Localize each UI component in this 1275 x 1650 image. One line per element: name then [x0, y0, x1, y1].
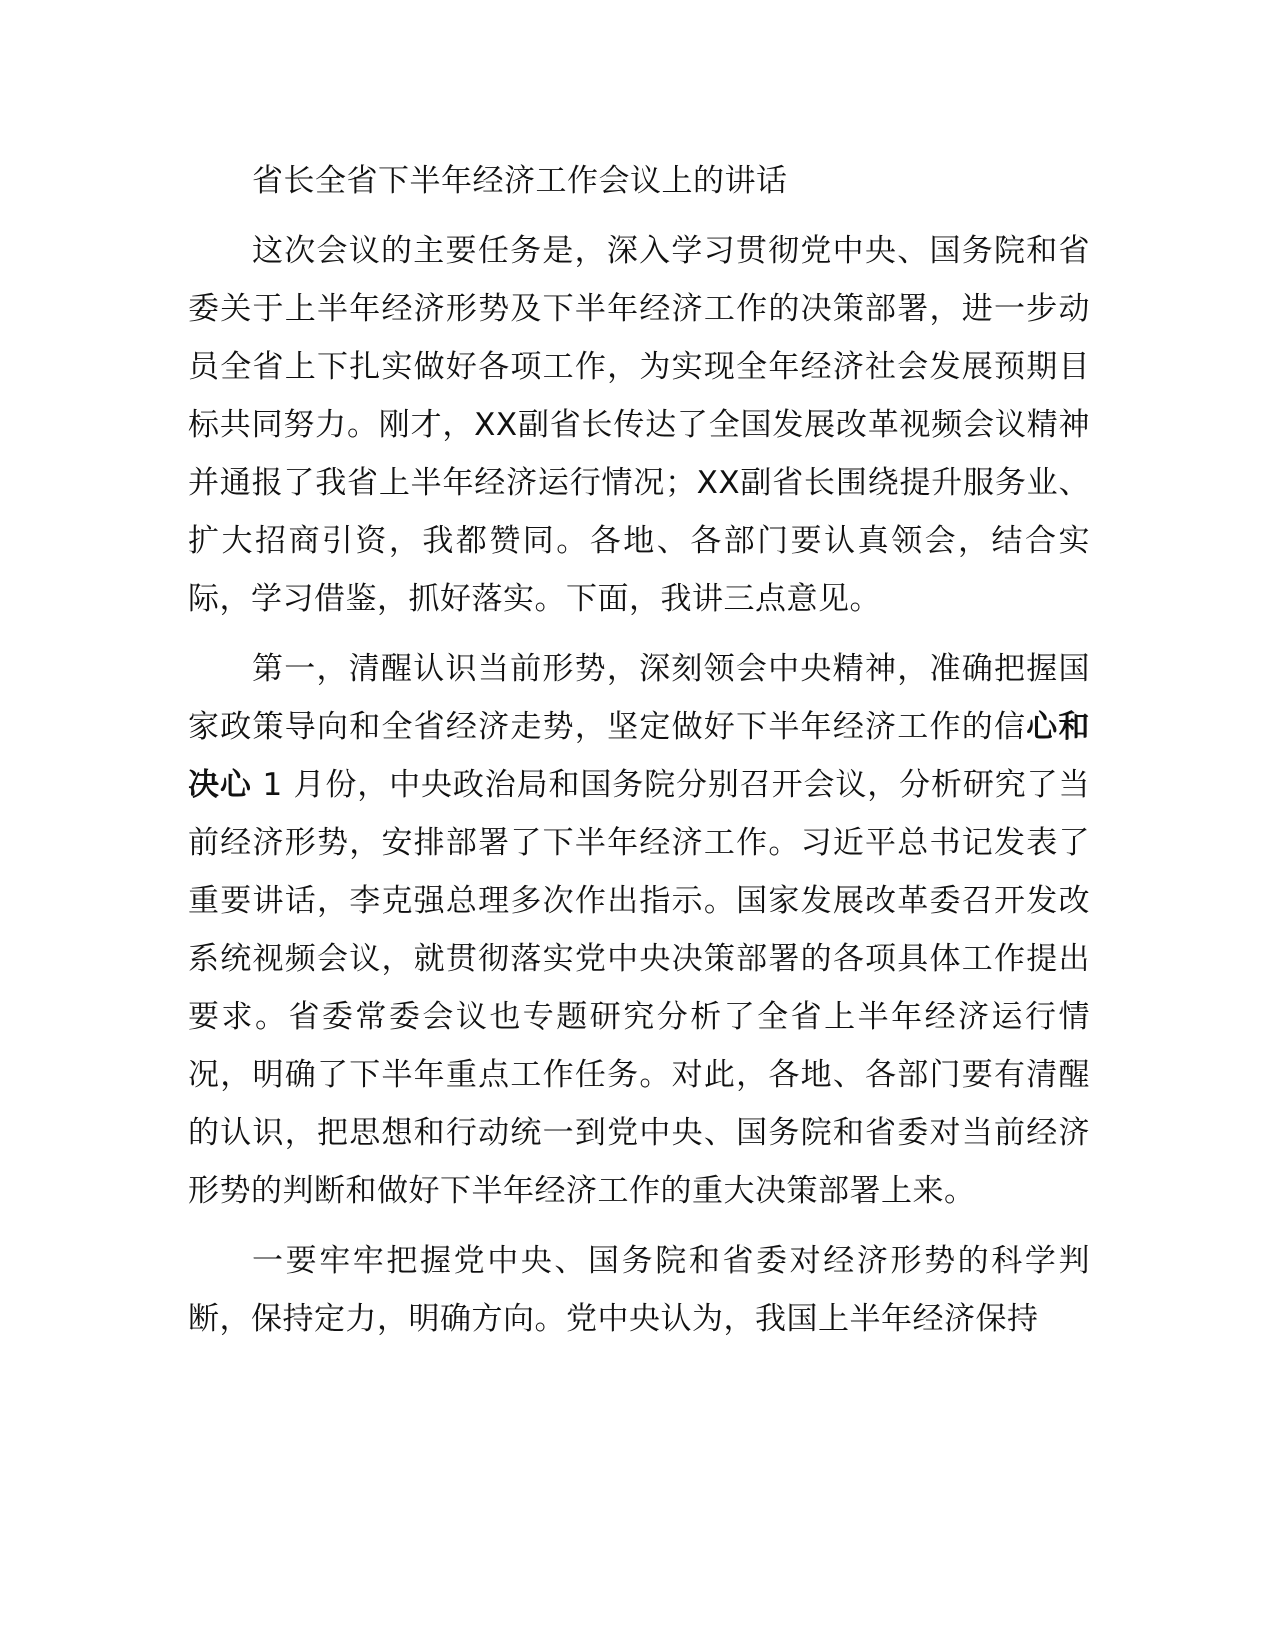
first-point-body: 1 月份，中央政治局和国务院分别召开会议，分析研究了当前经济形势，安排部署了下半年经济工作。习近平总书记发表了重要讲话，李克强总理多次作出指示。国家发展改革委召开发改系统视频会议，就贯彻落实党中央决策部署的各项具体工作提出要求。省委常委会议也专题研究分析了全省上半年经济运行情况，明确了下半年重点工作任务。对此，各地、各部门要有清醒的认识，把思想和行动统一到党中央、国务院和省委对当前经济形势的判断和做好下半年经济工作的重大决策部署上来。	[188, 767, 1091, 1209]
paragraph-sub-point: 一要牢牢把握党中央、国务院和省委对经济形势的科学判断，保持定力，明确方向。党中央认为，我国上半年经济保持	[188, 1243, 1090, 1337]
paragraph-intro: 这次会议的主要任务是，深入学习贯彻党中央、国务院和省委关于上半年经济形势及下半年经济工作的决策部署，进一步动员全省上下扎实做好各项工作，为实现全年经济社会发展预期目标共同努力。刚才，XX副省长传达了全国发展改革视频会议精神并通报了我省上半年经济运行情况；XX副省长围绕提升服务业、扩大招商引资，我都赞同。各地、各部门要认真领会，结合实际，学习借鉴，抓好落实。下面，我讲三点意见。	[188, 233, 1090, 617]
document-body	[188, 152, 1090, 1360]
first-point-heading: 第一，清醒认识当前形势，深刻领会中央精神，准确把握国家政策导向和全省经济走势，坚定做好下半年经济工作的信	[188, 651, 1090, 745]
document-title: 省长全省下半年经济工作会议上的讲话	[252, 163, 788, 199]
first-point-heading-bold: 心和决心	[188, 709, 1091, 803]
paragraph-first-point	[188, 640, 1090, 1220]
